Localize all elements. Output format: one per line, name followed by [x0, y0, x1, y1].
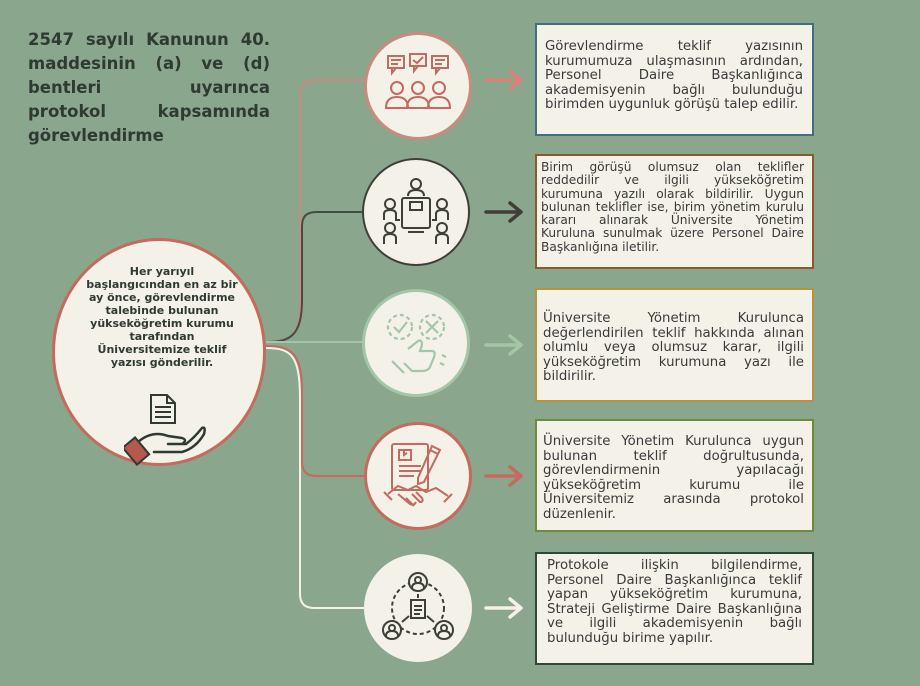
source-text: Her yarıyıl başlangıcından en az bir ay önce, görevlendirme talebinde bulunan yükseköğretim kurumu tarafından Üniversitemize teklif yazısı gönderilir. [86, 265, 238, 369]
arrow-5 [486, 599, 521, 617]
step-box-1: Görevlendirme teklif yazısının kurumumuza ulaşmasının ardından, Personel Daire Başkanlığınca akademisyenin bağlı bulunduğu birimden uygunluk görüşü talep edilir. [535, 23, 814, 136]
network-people-icon [380, 570, 456, 646]
step-box-2: Birim görüşü olumsuz olan teklifler reddedilir ve ilgili yükseköğretim kurumuna yazılı olarak bildirilir. Uygun bulunan teklifler ise, birim yönetim kurulu kararı alınarak Üniversite Yönetim Kuruluna sunulmak üzere Personel Daire Başkanlığına iletilir. [535, 154, 814, 269]
arrow-2 [486, 203, 521, 221]
connector-2 [266, 212, 362, 342]
connector-4 [266, 346, 364, 476]
step-circle-3 [362, 289, 470, 397]
document-icon [151, 395, 175, 423]
meeting-table-icon [378, 174, 454, 250]
arrow-4 [486, 467, 521, 485]
page-title: 2547 sayılı Kanunun 40. maddesinin (a) ve (d) bentleri uyarınca protokol kapsamında görevlendirme [28, 30, 270, 145]
source-icons [124, 392, 208, 466]
connector-5 [266, 348, 364, 608]
arrow-3 [486, 336, 521, 354]
step-circle-1 [364, 32, 472, 140]
step-box-5: Protokole ilişkin bilgilendirme, Personel Daire Başkanlığınca teklif yapan yükseköğretim kurumuna, Strateji Geliştirme Daire Başkanlığına ve ilgili akademisyenin bağlı bulunduğu birime yapılır. [535, 552, 814, 665]
step-box-4: Üniversite Yönetim Kurulunca uygun bulunan teklif doğrultusunda, görevlendirmenin yapılacağı yükseköğretim kurumu ile Üniversitemiz arasında protokol düzenlenir. [535, 419, 814, 532]
hand-icon [124, 428, 205, 465]
step-circle-2 [362, 158, 470, 266]
step-box-3: Üniversite Yönetim Kurulunca değerlendirilen teklif hakkında alınan olumlu veya olumsuz karar, ilgili yükseköğretim kurumuna yazı ile bildirilir. [535, 288, 814, 402]
arrow-1 [486, 71, 521, 89]
step-circle-5 [364, 554, 472, 662]
approve-reject-icon [378, 305, 454, 381]
feedback-people-icon [380, 48, 456, 124]
step-circle-4 [364, 422, 472, 530]
contract-handshake-icon [380, 438, 456, 514]
